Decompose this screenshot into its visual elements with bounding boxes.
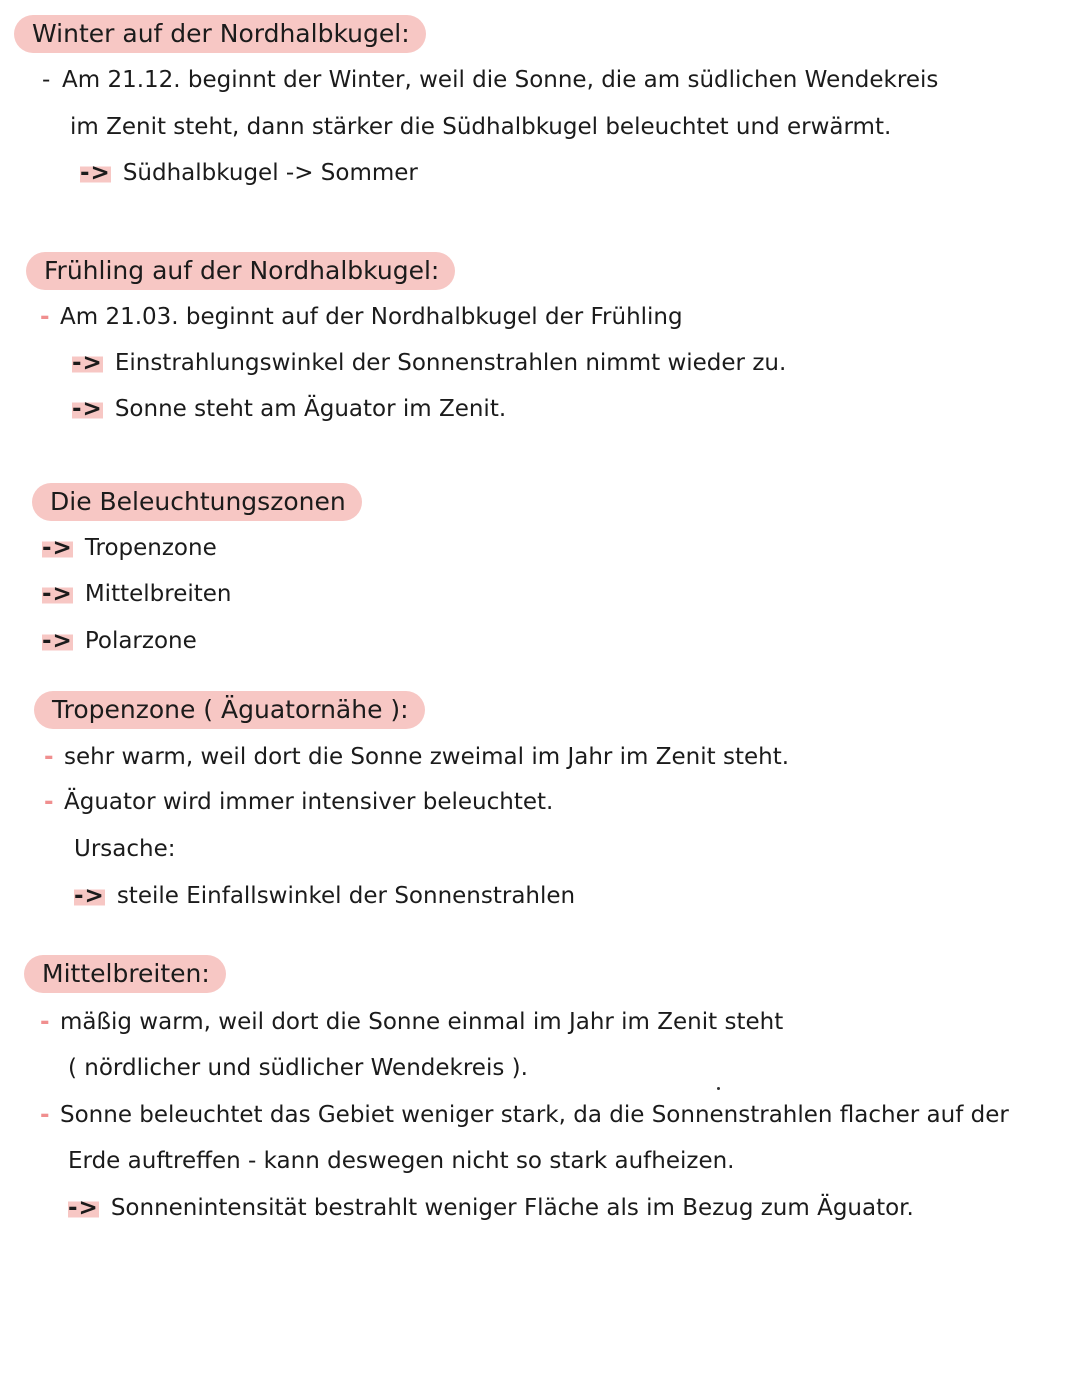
winter-line-2: im Zenit steht, dann stärker die Südhalbkugel beleuchtet und erwärmt. xyxy=(70,114,892,140)
zone-item-polarzone: -> Polarzone xyxy=(42,625,197,657)
dash-bullet: - xyxy=(44,744,54,770)
arrow-icon: -> xyxy=(68,1192,99,1224)
arrow-icon: -> xyxy=(74,880,105,912)
arrow-icon: -> xyxy=(42,532,73,564)
tropenzone-line-4: -> steile Einfallswinkel der Sonnenstrahlen xyxy=(74,880,575,912)
zone-item-tropenzone: -> Tropenzone xyxy=(42,532,217,564)
tropenzone-line-1: - sehr warm, weil dort die Sonne zweimal im Jahr im Zenit steht. xyxy=(44,741,789,773)
dash-bullet: - xyxy=(42,67,51,93)
dash-bullet: - xyxy=(40,1009,50,1035)
fruehling-line-3: -> Sonne steht am Äguator im Zenit. xyxy=(72,393,506,425)
tropenzone-line-3: Ursache: xyxy=(74,836,176,862)
winter-line-1: - Am 21.12. beginnt der Winter, weil die Sonne, die am südlichen Wendekreis xyxy=(42,64,938,96)
arrow-icon: -> xyxy=(42,578,73,610)
arrow-icon: -> xyxy=(72,393,103,425)
dash-bullet: - xyxy=(44,789,54,815)
mittelbreiten-line-1: - mäßig warm, weil dort die Sonne einmal im Jahr im Zenit steht xyxy=(40,1006,783,1038)
mittelbreiten-line-5: -> Sonnenintensität bestrahlt weniger Fläche als im Bezug zum Äguator. xyxy=(68,1192,914,1224)
section-heading-fruehling: Frühling auf der Nordhalbkugel: xyxy=(26,252,455,290)
section-heading-beleuchtungszonen: Die Beleuchtungszonen xyxy=(32,483,362,521)
stray-dot xyxy=(717,1087,720,1090)
mittelbreiten-line-2: ( nördlicher und südlicher Wendekreis ). xyxy=(68,1055,528,1081)
section-heading-tropenzone: Tropenzone ( Äguatornähe ): xyxy=(34,691,425,729)
dash-bullet: - xyxy=(40,304,50,330)
dash-bullet: - xyxy=(40,1102,50,1128)
fruehling-line-2: -> Einstrahlungswinkel der Sonnenstrahlen nimmt wieder zu. xyxy=(72,347,786,379)
mittelbreiten-line-4: Erde auftreffen - kann deswegen nicht so stark aufheizen. xyxy=(68,1148,735,1174)
section-heading-mittelbreiten: Mittelbreiten: xyxy=(24,955,226,993)
arrow-icon: -> xyxy=(72,347,103,379)
section-heading-winter: Winter auf der Nordhalbkugel: xyxy=(14,15,426,53)
fruehling-line-1: - Am 21.03. beginnt auf der Nordhalbkugel der Frühling xyxy=(40,301,683,333)
tropenzone-line-2: - Äguator wird immer intensiver beleuchtet. xyxy=(44,786,553,818)
winter-line-3: -> Südhalbkugel -> Sommer xyxy=(80,157,418,189)
mittelbreiten-line-3: - Sonne beleuchtet das Gebiet weniger stark, da die Sonnenstrahlen flacher auf der xyxy=(40,1099,1009,1131)
arrow-icon: -> xyxy=(42,625,73,657)
zone-item-mittelbreiten: -> Mittelbreiten xyxy=(42,578,231,610)
arrow-icon: -> xyxy=(80,157,111,189)
